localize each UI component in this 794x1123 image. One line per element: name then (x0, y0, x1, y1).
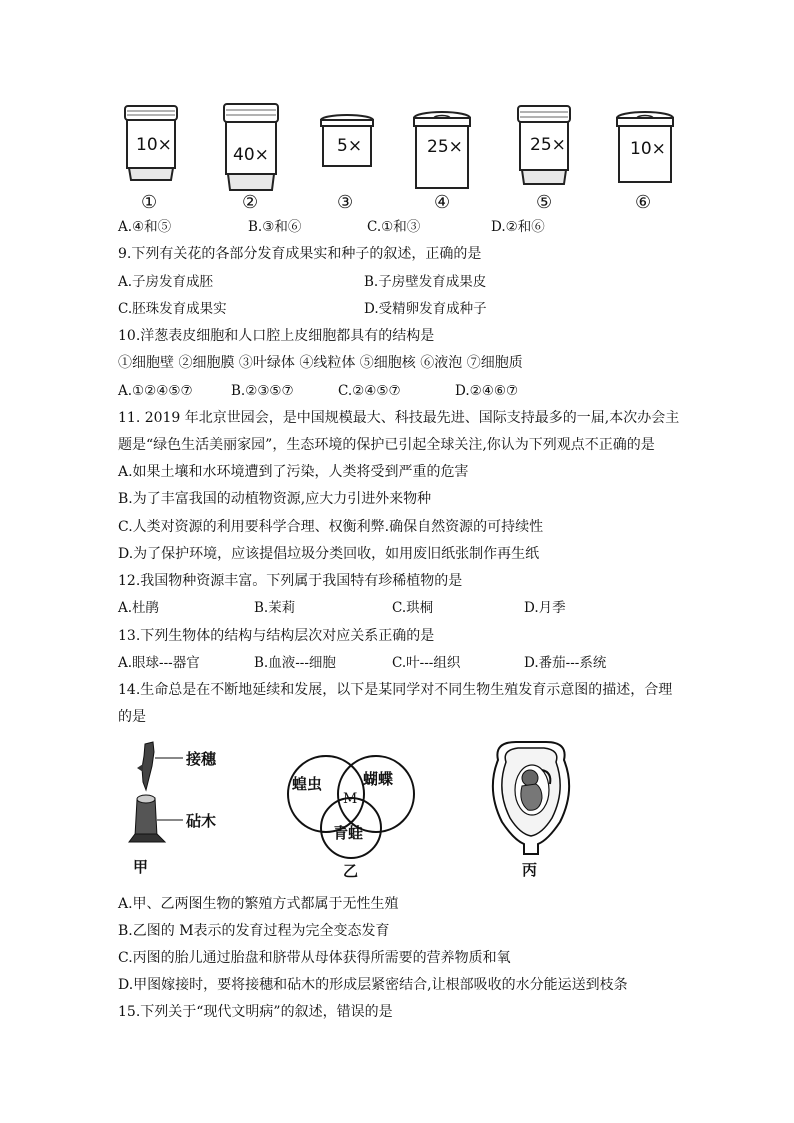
q14-option-d: D.甲图嫁接时，要将接穗和砧木的形成层紧密结合,让根部吸收的水分能运送到枝条 (118, 977, 628, 993)
q13-option-d: D.番茄---系统 (524, 655, 607, 671)
q9-option-d: D.受精卵发育成种子 (364, 301, 487, 317)
lens-5-number: ⑤ (536, 192, 553, 213)
q12-option-c: C.珙桐 (392, 600, 434, 616)
q10-option-d: D.②④⑥⑦ (455, 383, 519, 399)
q14-option-c: C.丙图的胎儿通过胎盘和脐带从母体获得所需要的营养物质和氧 (118, 950, 511, 966)
q14-option-b: B.乙图的 M表示的发育过程为完全变态发育 (118, 923, 390, 939)
q12-option-a: A.杜鹃 (118, 600, 160, 616)
q12-option-d: D.月季 (524, 600, 566, 616)
lens-2-mag: 40× (233, 145, 269, 165)
q9-stem: 9.下列有关花的各部分发育成果实和种子的叙述，正确的是 (118, 246, 482, 262)
q11-stem-line2: 题是“绿色生活美丽家园”，生态环境的保护已引起全球关注,你认为下列观点不正确的是 (118, 437, 655, 453)
q12-option-b: B.茉莉 (254, 600, 296, 616)
lens-5-mag: 25× (530, 135, 566, 155)
venn-frog-label: 青蛙 (333, 824, 364, 842)
q10-option-c: C.②④⑤⑦ (338, 383, 401, 399)
lens-4-mag: 25× (427, 137, 463, 157)
q11-option-b: B.为了丰富我国的动植物资源,应大力引进外来物种 (118, 491, 432, 507)
lens-6-mag: 10× (630, 139, 666, 159)
q10-items: ①细胞壁 ②细胞膜 ③叶绿体 ④线粒体 ⑤细胞核 ⑥液泡 ⑦细胞质 (118, 355, 523, 371)
q15-stem: 15.下列关于“现代文明病”的叙述，错误的是 (118, 1004, 393, 1020)
q13-stem: 13.下列生物体的结构与结构层次对应关系正确的是 (118, 628, 435, 644)
lens-3-mag: 5× (337, 136, 363, 156)
q8-option-b: B.③和⑥ (248, 219, 302, 235)
q8-option-c: C.①和③ (367, 219, 421, 235)
q13-option-a: A.眼球---器官 (118, 655, 200, 671)
figure-jia-label: 甲 (133, 858, 149, 876)
q14-stem-line1: 14.生命总是在不断地延续和发展，以下是某同学对不同生物生殖发育示意图的描述，合理 (118, 682, 673, 698)
q10-option-a: A.①②④⑤⑦ (118, 383, 193, 399)
figure-yi-label: 乙 (343, 862, 359, 880)
figure-bing-label: 丙 (522, 861, 538, 879)
q10-option-b: B.②③⑤⑦ (231, 383, 294, 399)
q10-stem: 10.洋葱表皮细胞和人口腔上皮细胞都具有的结构是 (118, 328, 435, 344)
q11-option-c: C.人类对资源的利用要科学合理、权衡利弊.确保自然资源的可持续性 (118, 519, 544, 535)
lens-1-mag: 10× (136, 135, 172, 155)
lens-4-number: ④ (434, 192, 451, 213)
venn-m-label: M (343, 791, 358, 807)
q8-option-d: D.②和⑥ (491, 219, 545, 235)
stock-label: 砧木 (186, 812, 217, 830)
q11-stem-line1: 11. 2019 年北京世园会，是中国规模最大、科技最先进、国际支持最多的一届,本次办会主 (118, 410, 680, 426)
venn-butterfly-label: 蝴蝶 (363, 770, 394, 788)
q9-option-b: B.子房壁发育成果皮 (364, 274, 487, 290)
q14-option-a: A.甲、乙两图生物的繁殖方式都属于无性生殖 (118, 896, 399, 912)
q14-stem-line2: 的是 (118, 709, 146, 725)
lens-6-number: ⑥ (635, 192, 652, 213)
q11-option-d: D.为了保护环境，应该提倡垃圾分类回收，如用废旧纸张制作再生纸 (118, 546, 540, 562)
lens-3-number: ③ (337, 192, 354, 213)
venn-locust-label: 蝗虫 (292, 775, 323, 793)
q12-stem: 12.我国物种资源丰富。下列属于我国特有珍稀植物的是 (118, 573, 463, 589)
q9-option-c: C.胚珠发育成果实 (118, 301, 227, 317)
fetus-diagram (486, 740, 576, 856)
q11-option-a: A.如果土壤和水环境遭到了污染，人类将受到严重的危害 (118, 464, 469, 480)
scion-label: 接穗 (186, 750, 217, 768)
lens-2-number: ② (242, 192, 259, 213)
q8-option-a: A.④和⑤ (118, 219, 172, 235)
grafting-diagram (125, 738, 195, 850)
lens-1-number: ① (141, 192, 158, 213)
q13-option-c: C.叶---组织 (392, 655, 461, 671)
q13-option-b: B.血液---细胞 (254, 655, 336, 671)
q9-option-a: A.子房发育成胚 (118, 274, 214, 290)
